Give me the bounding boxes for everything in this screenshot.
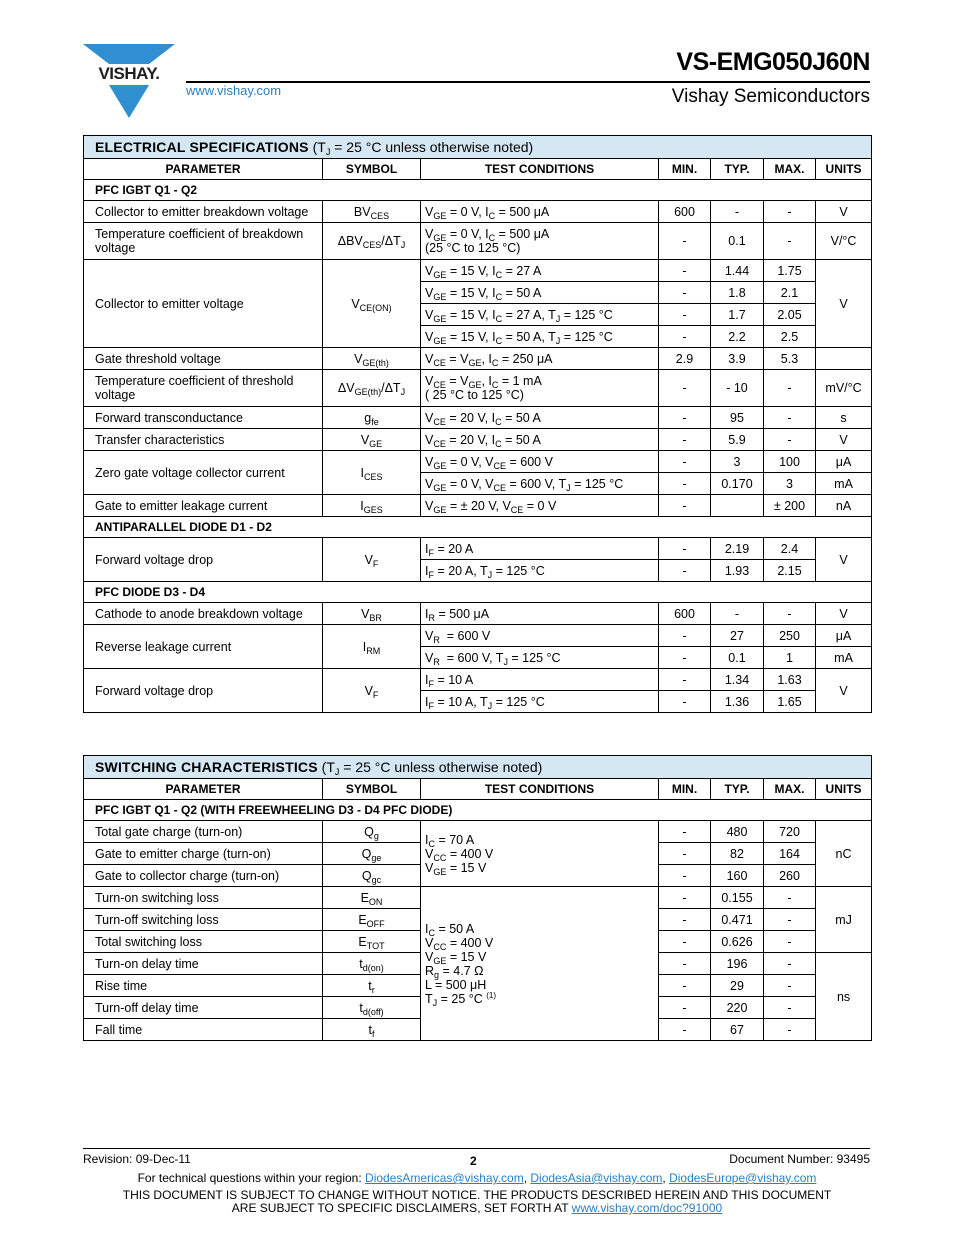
table-cell: Transfer characteristics	[84, 429, 323, 451]
table-cell: 0.1	[711, 223, 764, 260]
table-cell: 2.1	[764, 282, 816, 304]
table-row: Zero gate voltage collector current $I_{CES}$ $V_{GE} = 0$ V, $V_{CE} = 600$ V - 3 100 μA	[84, 451, 872, 473]
table-title: ELECTRICAL SPECIFICATIONS ($T_J = 25$ °C unless otherwise noted)	[84, 136, 872, 159]
table-cell: 27	[711, 625, 764, 647]
table-cell: -	[764, 975, 816, 997]
table-cell: Forward voltage drop	[84, 669, 323, 713]
switching-characteristics-table	[83, 755, 872, 1041]
table-cell: -	[659, 887, 711, 909]
table-row: $V_{GE} = 0$ V, $V_{CE} = 600$ V, $T_J = 125$ °C - 0.170 3 mA	[84, 473, 872, 495]
table-cell: -	[764, 603, 816, 625]
table-cell: mV/°C	[816, 370, 872, 407]
table-cell: -	[711, 603, 764, 625]
table-cell: -	[764, 1019, 816, 1041]
table-cell: 1	[764, 647, 816, 669]
table-row: Total gate charge (turn-on) $Q_g$ $I_C = 70$ A $V_{CC} = 400$ V $V_{GE} = 15$ V - 480 720 nC	[84, 821, 872, 843]
table-cell: 5.9	[711, 429, 764, 451]
table-row: Gate threshold voltage $V_{GE(th)}$ $V_{CE} = V_{GE}$, $I_C = 250$ μA 2.9 3.9 5.3	[84, 348, 872, 370]
table-cell: 2.19	[711, 538, 764, 560]
table-cell: 0.471	[711, 909, 764, 931]
table-cell: MAX.	[764, 779, 816, 800]
table-title: SWITCHING CHARACTERISTICS ($T_J = 25$ °C unless otherwise noted)	[84, 756, 872, 779]
website-link[interactable]: www.vishay.com	[186, 83, 282, 98]
table-cell: -	[659, 865, 711, 887]
table-cell: 160	[711, 865, 764, 887]
table-cell: 1.44	[711, 260, 764, 282]
table-cell: 3.9	[711, 348, 764, 370]
table-cell: UNITS	[816, 779, 872, 800]
table-cell: 29	[711, 975, 764, 997]
table-cell: Cathode to anode breakdown voltage	[84, 603, 323, 625]
table-cell: - 10	[711, 370, 764, 407]
table-row: Collector to emitter breakdown voltage $BV_{CES}$ $V_{GE} = 0$ V, $I_C = 500$ μA 600 - - V	[84, 201, 872, 223]
table-cell: Temperature coefficient of breakdown voltage	[84, 223, 323, 260]
table-cell: -	[659, 997, 711, 1019]
table-cell: -	[764, 931, 816, 953]
table-cell: -	[659, 669, 711, 691]
table-cell: 1.63	[764, 669, 816, 691]
table-cell: mA	[816, 473, 872, 495]
table-cell: 0.1	[711, 647, 764, 669]
table-cell: Zero gate voltage collector current	[84, 451, 323, 495]
table-cell: μA	[816, 625, 872, 647]
table-cell: Turn-on delay time	[84, 953, 323, 975]
email-europe-link[interactable]: DiodesEurope@vishay.com	[669, 1171, 817, 1185]
table-row: Turn-on delay time $t_{d(on)}$ - 196 - ns	[84, 953, 872, 975]
table-cell: 0.626	[711, 931, 764, 953]
table-cell: 1.8	[711, 282, 764, 304]
table-cell: V/°C	[816, 223, 872, 260]
table-cell: -	[659, 843, 711, 865]
table-cell: -	[659, 429, 711, 451]
table-cell: -	[659, 647, 711, 669]
table-cell: SYMBOL	[323, 159, 421, 180]
table-cell: MIN.	[659, 779, 711, 800]
table-cell: PARAMETER	[84, 159, 323, 180]
table-cell: -	[764, 909, 816, 931]
table-cell: Total gate charge (turn-on)	[84, 821, 323, 843]
company-name: Vishay Semiconductors	[671, 86, 870, 107]
header-rule	[186, 81, 870, 83]
table-cell: ns	[816, 953, 872, 1041]
table-cell: Collector to emitter voltage	[84, 260, 323, 348]
table-cell: 2.9	[659, 348, 711, 370]
vishay-logo	[83, 42, 175, 118]
table-cell: Gate to emitter charge (turn-on)	[84, 843, 323, 865]
table-cell: mA	[816, 647, 872, 669]
table-row: Forward voltage drop $V_F$ $I_F = 20$ A - 2.19 2.4 V	[84, 538, 872, 560]
table-cell: 1.36	[711, 691, 764, 713]
table-row: Transfer characteristics $V_{GE}$ $V_{CE} = 20$ V, $I_C = 50$ A - 5.9 - V	[84, 429, 872, 451]
table-cell: -	[764, 429, 816, 451]
table-cell: -	[659, 1019, 711, 1041]
table-cell: V	[816, 201, 872, 223]
table-row: Turn-off delay time $t_{d(off)}$ - 220 -	[84, 997, 872, 1019]
table-cell: -	[659, 495, 711, 517]
electrical-specifications-table	[83, 135, 872, 713]
page-number: 2	[470, 1154, 477, 1168]
svg-text:VISHAY.: VISHAY.	[98, 64, 160, 83]
contact-line: For technical questions within your region: DiodesAmericas@vishay.com, DiodesAsia@vishay.com, DiodesEurope@vishay.com	[137, 1171, 817, 1185]
table-row: Turn-off switching loss $E_{OFF}$ - 0.471 -	[84, 909, 872, 931]
table-cell: V	[816, 429, 872, 451]
table-cell: -	[659, 326, 711, 348]
table-row: Forward transconductance $g_{fe}$ $V_{CE} = 20$ V, $I_C = 50$ A - 95 - s	[84, 407, 872, 429]
table-cell: 600	[659, 603, 711, 625]
table-cell: -	[659, 538, 711, 560]
table-row: $V_{GE} = 15$ V, $I_C = 27$ A, $T_J = 125$ °C - 1.7 2.05	[84, 304, 872, 326]
table-row: $I_F = 10$ A, $T_J = 125$ °C - 1.36 1.65	[84, 691, 872, 713]
table-cell: 1.65	[764, 691, 816, 713]
table-cell: ± 200	[764, 495, 816, 517]
disclaimer-line-1: THIS DOCUMENT IS SUBJECT TO CHANGE WITHOUT NOTICE. THE PRODUCTS DESCRIBED HEREIN AND THIS DOCUMENT	[122, 1188, 832, 1202]
table-cell: 95	[711, 407, 764, 429]
table-row: Fall time $t_f$ - 67 -	[84, 1019, 872, 1041]
table-cell: -	[659, 473, 711, 495]
document-number: Document Number: 93495	[729, 1152, 870, 1166]
table-cell: V	[816, 669, 872, 713]
table-cell: 260	[764, 865, 816, 887]
table-cell: Forward voltage drop	[84, 538, 323, 582]
table-cell: 600	[659, 201, 711, 223]
table-cell: nC	[816, 821, 872, 887]
table-row: $V_{GE} = 15$ V, $I_C = 50$ A - 1.8 2.1	[84, 282, 872, 304]
table-cell: -	[764, 953, 816, 975]
table-cell: -	[659, 625, 711, 647]
table-cell: MIN.	[659, 159, 711, 180]
table-cell: -	[659, 451, 711, 473]
table-cell: -	[659, 821, 711, 843]
table-cell: 3	[711, 451, 764, 473]
table-row: Temperature coefficient of breakdown voltage $\Delta BV_{CES}/\Delta T_J$ $V_{GE} = 0$ V, $I_C = 500$ μA (25 °C to 125 °C) - 0.1 - V/°C	[84, 223, 872, 260]
table-cell: 1.93	[711, 560, 764, 582]
table-cell: 720	[764, 821, 816, 843]
table-cell: -	[659, 953, 711, 975]
table-cell: Rise time	[84, 975, 323, 997]
section-header: PFC IGBT Q1 - Q2 (WITH FREEWHEELING D3 - D4 PFC DIODE)	[84, 800, 872, 821]
table-cell: -	[659, 931, 711, 953]
table-cell: TYP.	[711, 779, 764, 800]
table-cell: -	[659, 691, 711, 713]
disclaimer-link[interactable]: www.vishay.com/doc?91000	[571, 1201, 723, 1215]
table-cell: 0.155	[711, 887, 764, 909]
table-cell: TEST CONDITIONS	[421, 159, 659, 180]
table-cell: V	[816, 538, 872, 582]
table-cell: 67	[711, 1019, 764, 1041]
table-row: Collector to emitter voltage $V_{CE(ON)}$ $V_{GE} = 15$ V, $I_C = 27$ A - 1.44 1.75 V	[84, 260, 872, 282]
table-row: $I_F = 20$ A, $T_J = 125$ °C - 1.93 2.15	[84, 560, 872, 582]
table-cell: -	[764, 887, 816, 909]
table-cell: 2.2	[711, 326, 764, 348]
table-cell: 480	[711, 821, 764, 843]
table-row: Forward voltage drop $V_F$ $I_F = 10$ A - 1.34 1.63 V	[84, 669, 872, 691]
table-cell: 196	[711, 953, 764, 975]
table-cell: Turn-off delay time	[84, 997, 323, 1019]
table-cell: -	[764, 407, 816, 429]
table-cell: 1.34	[711, 669, 764, 691]
table-cell: -	[659, 975, 711, 997]
table-cell: PARAMETER	[84, 779, 323, 800]
table-cell: V	[816, 603, 872, 625]
table-cell: nA	[816, 495, 872, 517]
table-row: Gate to emitter charge (turn-on) $Q_{ge}$ - 82 164	[84, 843, 872, 865]
table-cell: 1.75	[764, 260, 816, 282]
table-cell: Temperature coefficient of threshold voltage	[84, 370, 323, 407]
table-cell: Turn-on switching loss	[84, 887, 323, 909]
email-asia-link[interactable]: DiodesAsia@vishay.com	[530, 1171, 663, 1185]
table-cell: 250	[764, 625, 816, 647]
table-cell: -	[764, 997, 816, 1019]
table-cell: TYP.	[711, 159, 764, 180]
table-row: Temperature coefficient of threshold voltage $\Delta V_{GE(th)}/\Delta T_J$ $V_{CE} = V_{GE}$, $I_C = 1$ mA ( 25 °C to 125 °C) - - 10 - mV/°C	[84, 370, 872, 407]
table-cell: Fall time	[84, 1019, 323, 1041]
table-cell: Forward transconductance	[84, 407, 323, 429]
table-cell: -	[764, 201, 816, 223]
table-cell: 2.4	[764, 538, 816, 560]
table-row: $V_{GE} = 15$ V, $I_C = 50$ A, $T_J = 125$ °C - 2.2 2.5	[84, 326, 872, 348]
table-cell: Total switching loss	[84, 931, 323, 953]
table-row: Rise time $t_r$ - 29 -	[84, 975, 872, 997]
table-cell: MAX.	[764, 159, 816, 180]
table-row: Turn-on switching loss $E_{ON}$ $I_C = 50$ A $V_{CC} = 400$ V $V_{GE} = 15$ V $R_g = 4.7$ Ω L = 500 μH $T_J = 25$ °C $^{(1)}$ - 0.155 - mJ	[84, 887, 872, 909]
table-cell: 100	[764, 451, 816, 473]
section-header: PFC DIODE D3 - D4	[84, 582, 872, 603]
table-cell: μA	[816, 451, 872, 473]
table-cell: 82	[711, 843, 764, 865]
table-cell: 5.3	[764, 348, 816, 370]
table-cell: Collector to emitter breakdown voltage	[84, 201, 323, 223]
table-cell: UNITS	[816, 159, 872, 180]
section-header: ANTIPARALLEL DIODE D1 - D2	[84, 517, 872, 538]
table-row: Cathode to anode breakdown voltage $V_{BR}$ $I_R = 500$ μA 600 - - V	[84, 603, 872, 625]
table-cell: 2.05	[764, 304, 816, 326]
table-cell: Gate threshold voltage	[84, 348, 323, 370]
table-cell: 1.7	[711, 304, 764, 326]
part-number: VS-EMG050J60N	[676, 48, 870, 76]
table-cell: -	[764, 370, 816, 407]
table-cell: 3	[764, 473, 816, 495]
table-cell: Gate to emitter leakage current	[84, 495, 323, 517]
table-row: $V_R = 600$ V, $T_J = 125$ °C - 0.1 1 mA	[84, 647, 872, 669]
table-cell: Gate to collector charge (turn-on)	[84, 865, 323, 887]
table-row: Reverse leakage current $I_{RM}$ $V_R = 600$ V - 27 250 μA	[84, 625, 872, 647]
table-cell: Reverse leakage current	[84, 625, 323, 669]
table-row: Total switching loss $E_{TOT}$ - 0.626 -	[84, 931, 872, 953]
table-cell	[711, 495, 764, 517]
email-americas-link[interactable]: DiodesAmericas@vishay.com	[365, 1171, 524, 1185]
table-cell: 2.15	[764, 560, 816, 582]
column-headers	[84, 779, 872, 800]
table-cell: -	[711, 201, 764, 223]
table-cell: -	[659, 282, 711, 304]
table-cell: mJ	[816, 887, 872, 953]
table-cell: -	[659, 304, 711, 326]
section-header: PFC IGBT Q1 - Q2	[84, 180, 872, 201]
table-cell: -	[659, 909, 711, 931]
table-cell: 2.5	[764, 326, 816, 348]
footer-rule	[83, 1148, 870, 1149]
table-cell: -	[659, 407, 711, 429]
table-cell: SYMBOL	[323, 779, 421, 800]
table-cell: -	[659, 260, 711, 282]
revision: Revision: 09-Dec-11	[83, 1152, 191, 1166]
disclaimer-line-2: ARE SUBJECT TO SPECIFIC DISCLAIMERS, SET FORTH AT www.vishay.com/doc?91000	[231, 1201, 723, 1215]
table-cell: Turn-off switching loss	[84, 909, 323, 931]
table-cell: V	[816, 260, 872, 348]
table-cell: 220	[711, 997, 764, 1019]
table-cell: 164	[764, 843, 816, 865]
table-row: Gate to collector charge (turn-on) $Q_{gc}$ - 160 260	[84, 865, 872, 887]
table-cell: s	[816, 407, 872, 429]
table-cell: 0.170	[711, 473, 764, 495]
table-cell: -	[659, 223, 711, 260]
column-headers	[84, 159, 872, 180]
table-cell: -	[659, 560, 711, 582]
table-cell: -	[764, 223, 816, 260]
table-row: Gate to emitter leakage current $I_{GES}$ $V_{GE}$ = ± 20 V, $V_{CE} = 0$ V - ± 200 nA	[84, 495, 872, 517]
table-cell: TEST CONDITIONS	[421, 779, 659, 800]
table-cell: -	[659, 370, 711, 407]
